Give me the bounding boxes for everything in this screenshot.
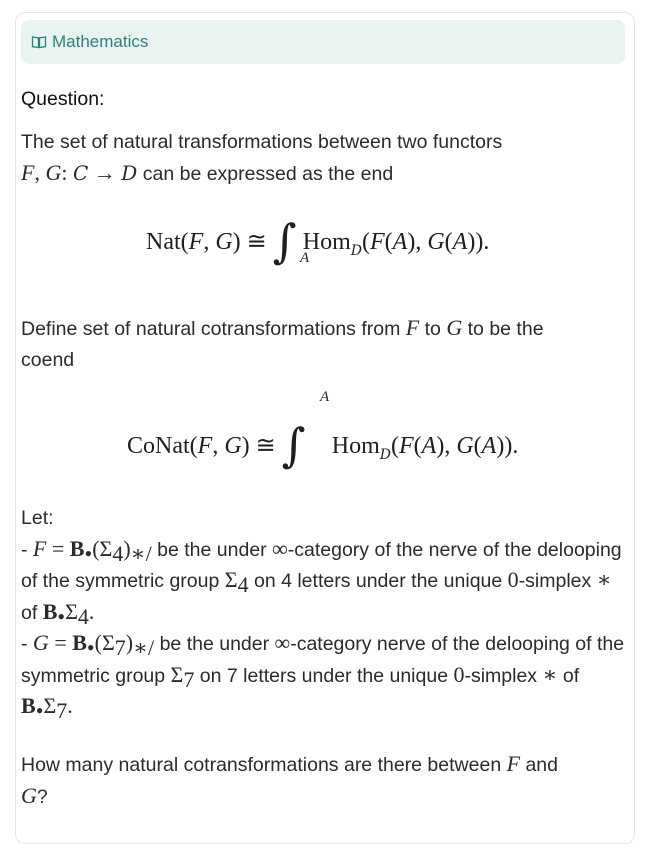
intro-math: F	[21, 159, 35, 185]
integral-sign: ∫	[272, 214, 297, 268]
question-label: Question:	[21, 88, 105, 110]
subject-label: Mathematics	[52, 32, 149, 51]
end-formula: Nat(F, G) ≅ ∫ Hom$_D$(F(A), G(A)).	[146, 214, 490, 268]
end-subscript: A	[300, 250, 310, 266]
item-G: - $G = B_•(\Sigma_7)_{∗/}$ be the under ∞-category nerve of the delooping of the symmetric group $\Sigma_7$ on 7 letters under the unique 0-simplex ∗ of $B_•\Sigma_7$.	[21, 630, 625, 723]
coend-integral-sign: ∫	[281, 418, 306, 472]
coend-superscript: A	[320, 389, 330, 405]
item-F: - $F = B_•(\Sigma_4)_{∗/}$ be the under ∞-category of the nerve of the delooping of the symmetric group $\Sigma_4$ on 4 letters under the unique 0-simplex ∗ of $B_•\Sigma_4$.	[21, 535, 622, 629]
intro-text: The set of natural transformations between two functors	[21, 131, 503, 153]
coend-formula: CoNat(F, G) ≅ ∫ Hom$_D$(F(A), G(A)).	[127, 418, 519, 472]
subject-banner	[21, 20, 625, 64]
let-label: Let:	[21, 507, 54, 529]
let-block	[21, 503, 626, 723]
book-icon	[31, 34, 47, 50]
question-intro: The set of natural transformations between two functors F, G: C → D can be expressed as the end	[21, 131, 503, 185]
intro-suffix: can be expressed as the end	[142, 162, 394, 185]
final-question: How many natural cotransformations are there between F and G?	[21, 751, 558, 808]
define-text: Define set of natural cotransformations from F to G to be the coend	[21, 315, 544, 371]
